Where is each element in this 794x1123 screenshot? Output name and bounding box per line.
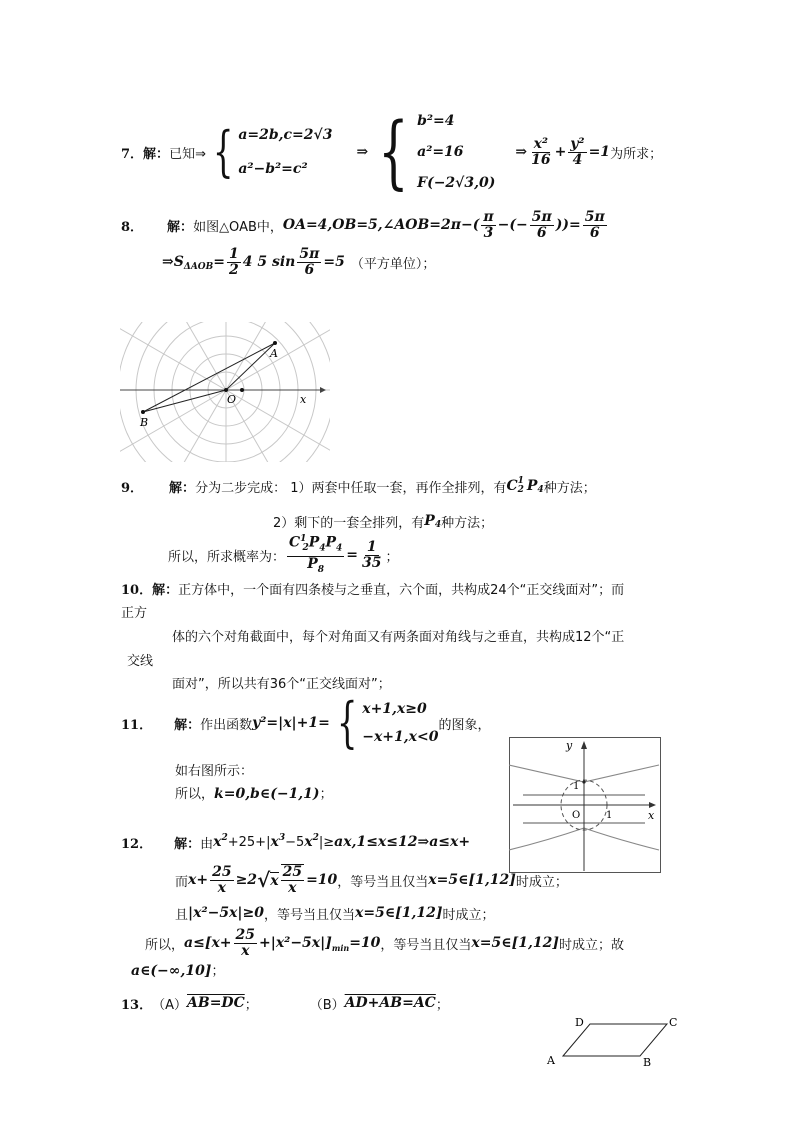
parallelogram-figure	[545, 1012, 685, 1068]
problem-13	[121, 993, 449, 1013]
problem-12-line2: 而 x+ $\frac{25}{x}$ ≥2 √ x $\frac{25}{x}$ =10 ，等号当且仅当 x=5∈[1,12] 时成立；	[175, 863, 568, 896]
label-a: A	[270, 347, 278, 360]
p12-x5: x=5∈[1,12]	[428, 872, 516, 888]
problem-8-line2	[162, 242, 435, 282]
p12-xplus: x+	[188, 872, 209, 888]
p10-text-1: 正方体中，一个面有四条棱与之垂直，六个面，共构成24个“正交线面对”；而	[178, 583, 625, 598]
p8-number: 8．	[121, 219, 144, 235]
p12-min: min	[331, 943, 350, 953]
p9-step1: 分为二步完成： 1）两套中任取一套，再作全排列，有	[195, 480, 507, 496]
p8-close: ))=	[555, 217, 581, 233]
p12-sqrt-x: x	[270, 872, 279, 889]
p12-iff2: ，等号当且仅当	[263, 907, 355, 923]
p12-number: 12．	[121, 836, 153, 852]
p7-arrow-2: ⇒	[515, 144, 528, 160]
y-one-label: 1	[573, 781, 580, 792]
p11-number: 11．	[121, 717, 153, 733]
problem-12-line1: 12． 解： 由 x 2 +25+| x 3 −5 x 2 |≥ ax,1≤x≤12⇒a≤x+	[121, 833, 471, 852]
p12-from: 由	[200, 836, 214, 852]
p11-piecewise: { x+1,x≥0 −x+1,x<0	[336, 691, 439, 754]
p13-option-b: （B）	[309, 997, 345, 1013]
p12-semi: ；	[211, 964, 225, 979]
p8-frac-5pi6-b: $\frac{5\pi}{6}$	[584, 208, 605, 241]
axis-y-label: y	[566, 739, 573, 752]
p8-formula: OA=4,OB=5,∠AOB=2π−(	[282, 217, 480, 233]
p12-geq2: ≥2	[235, 872, 258, 888]
p8-frac-half: $\frac{1}{2}$	[229, 245, 239, 278]
p12-holds3: 时成立；故	[558, 937, 624, 953]
p12-geq: |≥	[318, 834, 335, 850]
x-one-label: 1	[606, 810, 613, 821]
p12-sqrt-frac: $\frac{25}{x}$	[282, 864, 303, 896]
p8-minus: −(−	[497, 217, 528, 233]
p7-arrow: ⇒	[356, 144, 369, 160]
p10-text-4: 交线	[127, 654, 154, 669]
vertex-a: A	[547, 1054, 555, 1067]
p7-sys2-line3: F(−2√3,0)	[417, 175, 496, 191]
p12-plus25: +25+|	[227, 834, 271, 850]
p13-option-a: （A）	[152, 997, 187, 1013]
p8-frac-5pi6: $\frac{5\pi}{6}$	[531, 208, 552, 241]
p11-see-right: 如右图所示：	[175, 764, 254, 779]
p11-so: 所以，	[175, 787, 215, 802]
p12-x3: x	[270, 834, 279, 850]
p9-result: $\frac{1}{35}$	[362, 538, 382, 571]
p11-semi: ；	[319, 787, 333, 802]
problem-7	[121, 105, 663, 198]
p11-case-1: x+1,x≥0	[362, 701, 427, 717]
p13-option-b-semi: ；	[435, 997, 449, 1013]
p8-result: =5	[323, 254, 345, 270]
p8-mid: 4 5 sin	[242, 254, 296, 270]
p12-holds: 时成立；	[515, 874, 568, 890]
p7-system-1: { a=2b,c=2√3 a²−b²=c²	[212, 120, 333, 183]
problem-10-line1	[121, 579, 624, 598]
p7-sys1-line1: a=2b,c=2√3	[238, 127, 333, 143]
p12-and: 而	[175, 874, 189, 890]
label-b: B	[140, 416, 149, 429]
axis-x-label: x	[648, 809, 655, 822]
origin-label: O	[572, 810, 581, 821]
point-a	[273, 341, 277, 345]
polar-figure	[120, 322, 330, 462]
p10-text-3: 体的六个对角截面中，每个对角面又有两条面对角线与之垂直，共构成12个“正	[172, 630, 625, 645]
p12-holds2: 时成立；	[442, 907, 495, 923]
p9-p: P	[526, 478, 538, 494]
p12-a-leq: a≤[x+	[184, 935, 232, 951]
p11-jie: 解：	[174, 717, 201, 733]
pole-axis-point	[240, 388, 244, 392]
p12-frac-25x-b: $\frac{25}{x}$	[235, 926, 256, 959]
problem-12-line3	[175, 903, 495, 923]
p7-jie: 解：	[143, 146, 170, 162]
p10-jie: 解：	[152, 583, 179, 598]
p9-p2: P	[424, 513, 435, 529]
p13-option-a-formula: AB=DC	[187, 995, 245, 1011]
p12-eq10-b: =10	[349, 935, 381, 951]
p10-text-5: 面对”，所以共有36个“正交线面对”；	[172, 677, 391, 692]
problem-9-line3	[168, 535, 399, 575]
p12-also: 且	[175, 907, 189, 923]
p7-sys2-line1: b²=4	[417, 113, 455, 129]
p7-system-2: { b²=4 a²=16 F(−2√3,0)	[378, 105, 496, 198]
p12-jie: 解：	[174, 836, 201, 852]
p8-frac-pi3: $\frac{\pi}{3}$	[483, 208, 494, 241]
p12-x: x	[213, 834, 222, 850]
problem-12-line4	[145, 925, 624, 961]
p9-step2-tail: 种方法；	[441, 515, 494, 531]
p7-frac-y: $\frac{\text{y²}}{4}$	[570, 135, 585, 168]
p12-answer: a∈(−∞,10]	[131, 963, 212, 979]
p11-intro: 作出函数	[200, 717, 253, 733]
point-b	[141, 410, 145, 414]
p13-option-b-formula: AD+AB=AC	[344, 995, 436, 1011]
vertex-d: D	[575, 1016, 584, 1029]
p13-number: 13．	[121, 997, 153, 1013]
p7-sys2-line2: a²=16	[417, 144, 464, 160]
p9-eq: =	[346, 547, 359, 563]
p8-intro: 如图△OAB中，	[193, 219, 283, 235]
label-x: x	[300, 393, 307, 406]
p12-iff3: ，等号当且仅当	[380, 937, 472, 953]
p9-number: 9．	[121, 480, 144, 496]
p9-jie: 解：	[169, 480, 196, 496]
p9-conclusion: 所以，所求概率为：	[168, 549, 286, 565]
p10-number: 10．	[121, 583, 153, 598]
problem-8-line1	[121, 205, 609, 245]
origin-point	[224, 388, 228, 392]
p12-eq10: =10	[306, 872, 338, 888]
p8-frac-5pi6-c: $\frac{5\pi}{6}$	[299, 245, 320, 278]
p8-jie: 解：	[167, 219, 194, 235]
p8-eq: =	[213, 254, 225, 270]
p9-p2-sub: 4	[434, 520, 442, 530]
vertex-c: C	[669, 1016, 678, 1029]
p11-intro-tail: 的图象，	[438, 717, 491, 733]
p11-case-2: −x+1,x<0	[362, 729, 439, 745]
p9-frac: $\frac{C^1_2P_4P_4}{P_8}$	[289, 533, 343, 576]
p7-number: 7．	[121, 146, 144, 162]
p7-eq1: =1	[588, 144, 611, 160]
p12-x5c: x=5∈[1,12]	[471, 935, 559, 951]
p13-option-a-semi: ；	[244, 997, 258, 1013]
p12-iff: ，等号当且仅当	[337, 874, 429, 890]
problem-11-line3	[175, 783, 333, 802]
p8-unit: （平方单位）；	[350, 256, 436, 272]
p8-s: ⇒S	[162, 254, 184, 270]
p12-abs: |x²−5x|≥0	[188, 905, 264, 921]
p9-step2: 2）剩下的一套全排列，有	[273, 515, 425, 531]
p11-result: k=0,b∈(−1,1)	[214, 786, 320, 802]
label-o: O	[227, 393, 237, 406]
p12-frac-25x: $\frac{25}{x}$	[212, 863, 232, 896]
p10-text-2: 正方	[121, 606, 148, 621]
p9-c: C	[506, 478, 518, 494]
p11-function: y²=|x|+1=	[252, 715, 330, 731]
p12-therefore: 所以，	[145, 937, 185, 953]
p9-p-sub: 4	[537, 485, 544, 495]
problem-12-line5	[131, 960, 224, 979]
p12-minus5: −5	[285, 834, 305, 850]
p9-c-indices: 1 2	[517, 476, 524, 495]
p9-semi: ；	[385, 549, 399, 565]
p7-sys1-line2: a²−b²=c²	[238, 161, 308, 177]
problem-9-line1	[121, 476, 596, 496]
p7-plus: +	[554, 144, 567, 160]
problem-11-line1	[121, 691, 491, 754]
p12-x2b: x	[304, 834, 313, 850]
p7-tail: 为所求；	[610, 146, 663, 162]
p7-frac-x: $\frac{\text{x²}}{16}$	[531, 135, 551, 168]
problem-9-line2	[273, 511, 493, 531]
p9-step1-tail: 种方法；	[543, 480, 596, 496]
p12-abs-b: +|x²−5x|]	[259, 935, 332, 951]
vertex-b: B	[643, 1056, 652, 1068]
p12-ineq: ax,1≤x≤12⇒a≤x+	[334, 834, 471, 850]
p12-x5b: x=5∈[1,12]	[355, 905, 443, 921]
hyperbola-figure	[509, 737, 661, 873]
p8-sub: ΔAOB	[183, 262, 214, 272]
p7-known: 已知⇒	[169, 146, 206, 162]
